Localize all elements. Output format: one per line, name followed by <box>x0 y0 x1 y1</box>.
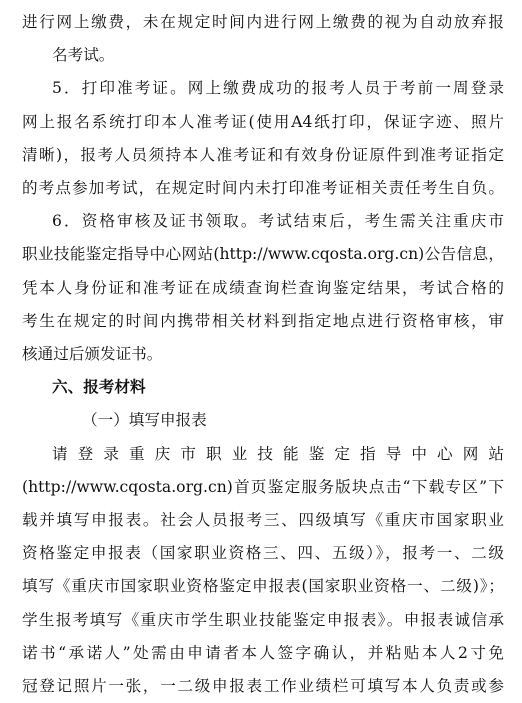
text-line: 进行网上缴费，未在规定时间内进行网上缴费的视为自动放弃报 <box>22 13 504 31</box>
text-line: 资格鉴定申报表（国家职业资格三、四、五级）》，报考一、二级 <box>22 544 504 563</box>
text-line: 6．资格审核及证书领取。考试结束后，考生需关注重庆市 <box>52 212 504 231</box>
text-line: 冠登记照片一张，一二级申报表工作业绩栏可填写本人负责或参 <box>22 677 504 696</box>
text-line: 的考点参加考试，在规定时间内未打印准考证相关责任考生自负。 <box>22 179 504 198</box>
text-line: 名考试。 <box>52 46 115 65</box>
text-line: 凭本人身份证和准考证在成绩查询栏查询鉴定结果，考试合格的 <box>22 278 504 297</box>
text-line: 诺书“承诺人”处需由申请者本人签字确认，并粘贴本人2寸免 <box>22 643 504 662</box>
text-line: 网上报名系统打印本人准考证(使用A4纸打印，保证字迹、照片 <box>22 112 504 131</box>
section-heading: 六、报考材料 <box>52 378 146 397</box>
text-line: 职业技能鉴定指导中心网站(http://www.cqosta.org.cn)公告信息， <box>22 245 504 264</box>
subsection-heading: （一）填写申报表 <box>82 411 207 430</box>
text-line: 核通过后颁发证书。 <box>22 345 163 364</box>
text-line: 5．打印准考证。网上缴费成功的报考人员于考前一周登录 <box>52 79 504 98</box>
text-line: 清晰)，报考人员须持本人准考证和有效身份证原件到准考证指定 <box>22 145 504 164</box>
text-line: 考生在规定的时间内携带相关材料到指定地点进行资格审核，审 <box>22 311 504 330</box>
text-line: 载并填写申报表。社会人员报考三、四级填写《重庆市国家职业 <box>22 511 504 530</box>
text-line: 学生报考填写《重庆市学生职业技能鉴定申报表》。申报表诚信承 <box>22 610 504 629</box>
text-line: 请登录重庆市职业技能鉴定指导中心网站 <box>52 444 504 463</box>
text-line: 填写《重庆市国家职业资格鉴定申报表(国家职业资格一、二级)》； <box>22 577 504 596</box>
text-line: (http://www.cqosta.org.cn)首页鉴定服务版块点击“下载专区”下 <box>22 477 504 496</box>
